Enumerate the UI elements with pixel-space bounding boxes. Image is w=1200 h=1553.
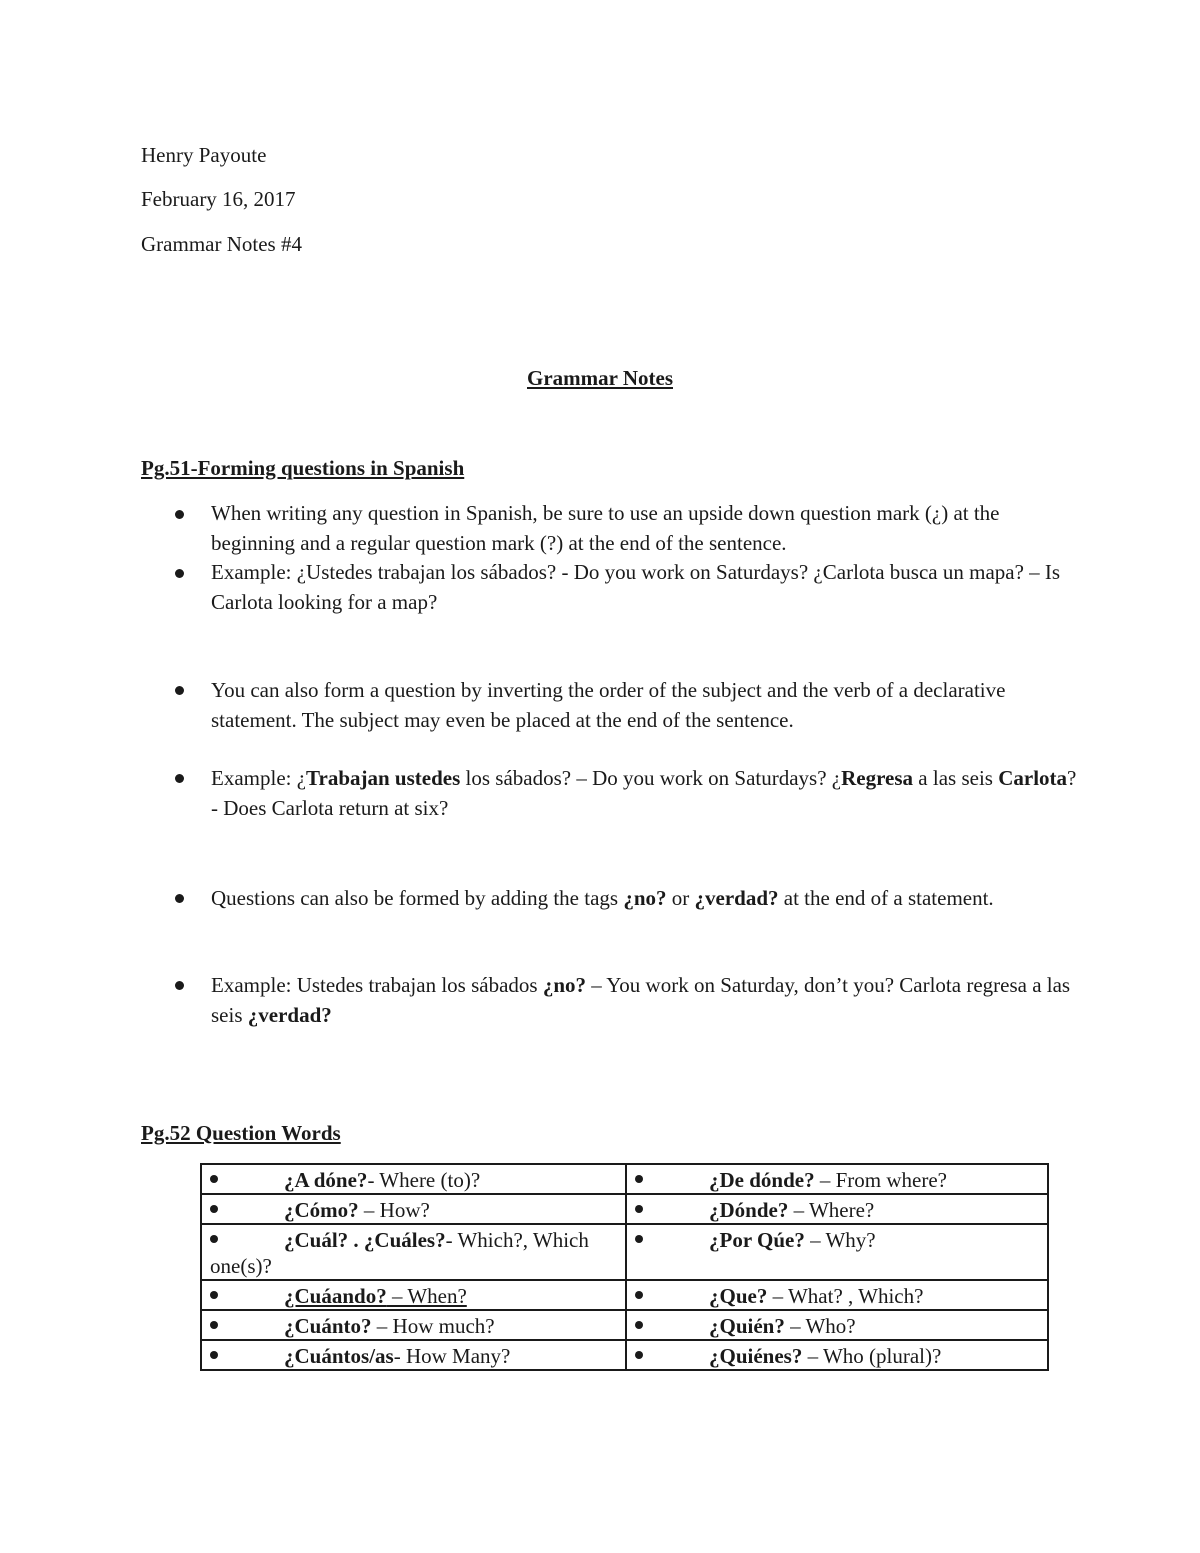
table-cell: ¿A dóne?- Where (to)? xyxy=(201,1164,626,1194)
author-name: Henry Payoute xyxy=(141,143,267,167)
list-item: Questions can also be formed by adding the tags ¿no? or ¿verdad? at the end of a statement. xyxy=(211,886,994,910)
table-cell: ¿De dónde? – From where? xyxy=(626,1164,1048,1194)
bullet-dot xyxy=(175,774,184,783)
section-heading-question-words: Pg.52 Question Words xyxy=(141,1121,341,1145)
table-row xyxy=(201,1280,1048,1310)
table-cell: ¿Cuáando? – When? xyxy=(201,1280,626,1310)
bullet-dot xyxy=(175,569,184,578)
bullet-dot xyxy=(635,1235,643,1243)
section-heading-forming-questions: Pg.51-Forming questions in Spanish xyxy=(141,456,465,480)
bullet-dot xyxy=(210,1235,218,1243)
bullet-dot xyxy=(210,1351,218,1359)
list-item: Example: Ustedes trabajan los sábados ¿no? – You work on Saturday, don’t you? Carlota regresa a las seis ¿verdad? xyxy=(211,973,1071,1027)
bullet-dot xyxy=(210,1205,218,1213)
table-cell: ¿Cuántos/as- How Many? xyxy=(201,1340,626,1370)
table-row xyxy=(201,1340,1048,1370)
table-cell: ¿Por Qúe? – Why? xyxy=(626,1224,1048,1280)
bullet-dot xyxy=(210,1291,218,1299)
table-cell: ¿Cuánto? – How much? xyxy=(201,1310,626,1340)
document-date: February 16, 2017 xyxy=(141,187,296,211)
table-row xyxy=(201,1310,1048,1340)
list-item: When writing any question in Spanish, be sure to use an upside down question mark (¿) at the beginning and a regular question mark (?) at the end of the sentence. xyxy=(211,501,1000,555)
bullet-dot xyxy=(175,686,184,695)
bullet-dot xyxy=(635,1291,643,1299)
table-cell: ¿Quién? – Who? xyxy=(626,1310,1048,1340)
table-cell: ¿Quiénes? – Who (plural)? xyxy=(626,1340,1048,1370)
table-cell: ¿Cómo? – How? xyxy=(201,1194,626,1224)
bullet-dot xyxy=(175,894,184,903)
bullet-dot xyxy=(635,1175,643,1183)
bullet-dot xyxy=(175,981,184,990)
list-item: Example: ¿Trabajan ustedes los sábados? – Do you work on Saturdays? ¿Regresa a las seis Carlota? - Does Carlota return at six? xyxy=(211,766,1077,820)
table-row xyxy=(201,1164,1048,1194)
list-item: Example: ¿Ustedes trabajan los sábados? - Do you work on Saturdays? ¿Carlota busca un mapa? – Is Carlota looking for a map? xyxy=(211,560,1061,614)
bullet-dot xyxy=(210,1321,218,1329)
table-cell: ¿Que? – What? , Which? xyxy=(626,1280,1048,1310)
assignment-label: Grammar Notes #4 xyxy=(141,232,302,256)
table-row xyxy=(201,1224,1048,1280)
page-title: Grammar Notes xyxy=(527,366,673,390)
bullet-dot xyxy=(635,1351,643,1359)
table-cell: ¿Dónde? – Where? xyxy=(626,1194,1048,1224)
bullet-dot xyxy=(635,1205,643,1213)
bullet-dot xyxy=(175,510,184,519)
table-row xyxy=(201,1194,1048,1224)
bullet-dot xyxy=(210,1175,218,1183)
question-words-table xyxy=(200,1163,1049,1371)
bullet-dot xyxy=(635,1321,643,1329)
list-item: You can also form a question by inverting the order of the subject and the verb of a declarative statement. The subject may even be placed at the end of the sentence. xyxy=(211,678,1006,732)
table-cell: ¿Cuál? . ¿Cuáles?- Which?, Which one(s)? xyxy=(201,1224,626,1280)
